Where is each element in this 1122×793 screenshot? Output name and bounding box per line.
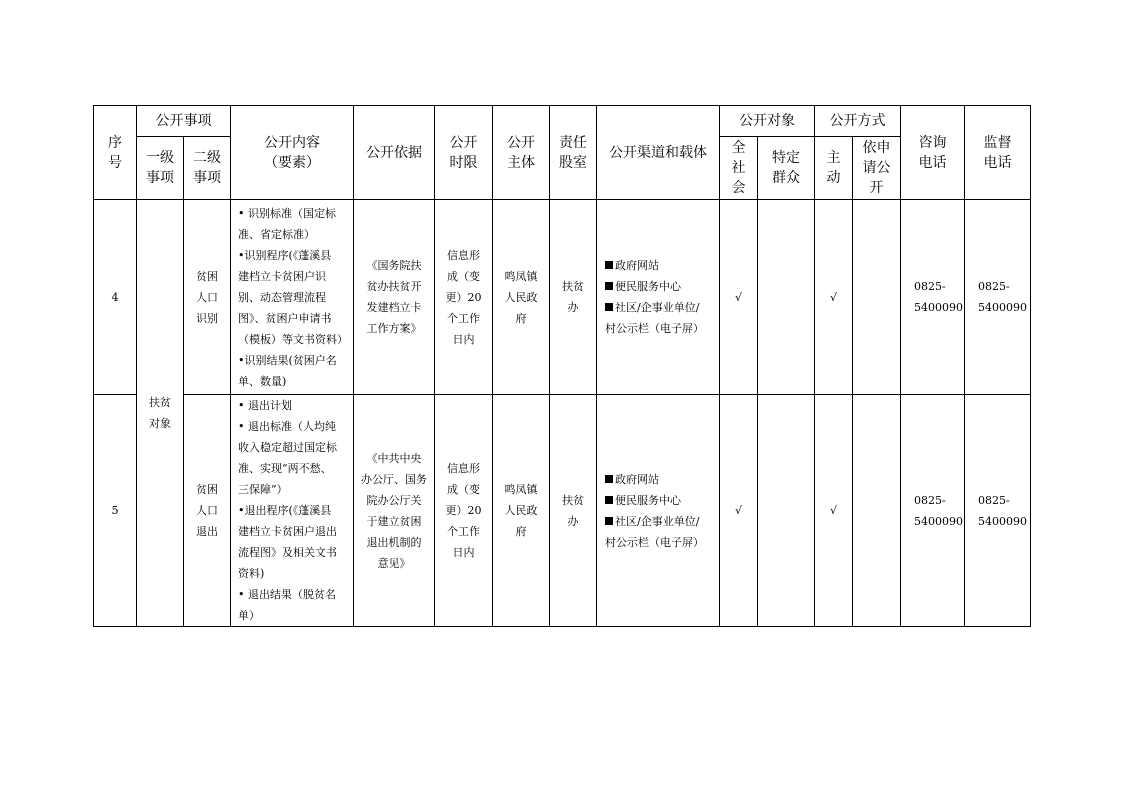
disclosure-table (93, 105, 1031, 627)
row-method-active: √ (815, 395, 853, 627)
row-content: • 退出计划 • 退出标准（人均纯 收入稳定超过国定标 准、实现“两不愁、 三保障”） •退出程序(《蓬溪县 建档立卡贫困户退出 流程图》及相关文书 资料) • 退出结果（脱贫名 单） (231, 395, 354, 627)
header-channel: 公开渠道和载体 (597, 106, 720, 200)
row-consult-phone: 0825- 5400090 (901, 395, 965, 627)
level1-item: 扶贫 对象 (137, 200, 184, 627)
row-consult-phone: 0825- 5400090 (901, 200, 965, 395)
header-level2: 二级 事项 (184, 137, 231, 200)
row-level2: 贫困 人口 识别 (184, 200, 231, 395)
row-content: • 识别标准（国定标 准、省定标准） •识别程序(《蓬溪县 建档立卡贫困户识 别、动态管理流程 图》、贫困户申请书 （模板）等文书资料） •识别结果(贫困户名 单、数量) (231, 200, 354, 395)
header-target-specific: 特定 群众 (758, 137, 815, 200)
row-dept: 扶贫 办 (550, 200, 597, 395)
row-target-specific (758, 200, 815, 395)
header-public-items: 公开事项 (137, 106, 231, 137)
square-bullet-icon (605, 303, 613, 311)
header-method: 公开方式 (815, 106, 901, 137)
row-time-limit: 信息形 成（变 更）20 个工作 日内 (435, 395, 493, 627)
header-subject: 公开 主体 (493, 106, 550, 200)
row-target-specific (758, 395, 815, 627)
row-seq: 4 (94, 200, 137, 395)
header-dept: 责任 股室 (550, 106, 597, 200)
row-dept: 扶贫 办 (550, 395, 597, 627)
row-level2: 贫困 人口 退出 (184, 395, 231, 627)
row-target-all: √ (720, 200, 758, 395)
row-time-limit: 信息形 成（变 更）20 个工作 日内 (435, 200, 493, 395)
header-seq: 序 号 (94, 106, 137, 200)
header-method-request: 依申 请公 开 (853, 137, 901, 200)
row-method-request (853, 395, 901, 627)
square-bullet-icon (605, 517, 613, 525)
header-consult-phone: 咨询 电话 (901, 106, 965, 200)
table-row (94, 200, 1031, 395)
square-bullet-icon (605, 496, 613, 504)
square-bullet-icon (605, 475, 613, 483)
row-target-all: √ (720, 395, 758, 627)
row-channel: 政府网站 便民服务中心 社区/企事业单位/ 村公示栏（电子屏） (597, 200, 720, 395)
header-method-active: 主 动 (815, 137, 853, 200)
header-target: 公开对象 (720, 106, 815, 137)
square-bullet-icon (605, 282, 613, 290)
header-basis: 公开依据 (354, 106, 435, 200)
row-channel: 政府网站 便民服务中心 社区/企事业单位/ 村公示栏（电子屏） (597, 395, 720, 627)
row-supervise-phone: 0825- 5400090 (965, 200, 1031, 395)
row-method-active: √ (815, 200, 853, 395)
row-seq: 5 (94, 395, 137, 627)
row-basis: 《中共中央 办公厅、国务 院办公厅关 于建立贫困 退出机制的 意见》 (354, 395, 435, 627)
row-method-request (853, 200, 901, 395)
table-row (94, 395, 1031, 627)
row-subject: 鸣凤镇 人民政 府 (493, 395, 550, 627)
row-supervise-phone: 0825- 5400090 (965, 395, 1031, 627)
header-level1: 一级 事项 (137, 137, 184, 200)
header-target-all: 全 社 会 (720, 137, 758, 200)
row-subject: 鸣凤镇 人民政 府 (493, 200, 550, 395)
header-content: 公开内容 （要素） (231, 106, 354, 200)
header-supervise-phone: 监督 电话 (965, 106, 1031, 200)
header-time-limit: 公开 时限 (435, 106, 493, 200)
row-basis: 《国务院扶 贫办扶贫开 发建档立卡 工作方案》 (354, 200, 435, 395)
square-bullet-icon (605, 261, 613, 269)
